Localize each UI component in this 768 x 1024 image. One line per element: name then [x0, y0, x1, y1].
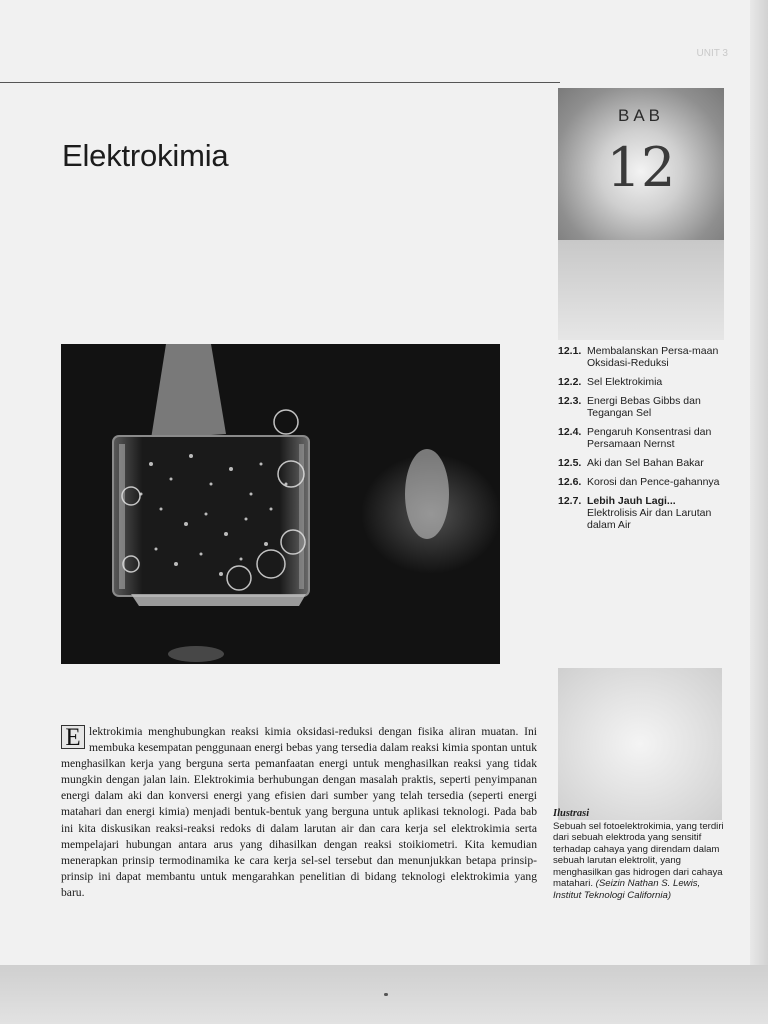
toc-item[interactable]	[558, 495, 730, 531]
toc-text-bold: Lebih Jauh Lagi...	[587, 495, 676, 507]
toc-number: 12.6.	[558, 476, 582, 488]
toc-number: 12.2.	[558, 376, 582, 388]
chapter-badge-column	[558, 240, 724, 340]
toc-number: 12.3.	[558, 395, 582, 407]
page-header: UNIT 3	[696, 48, 728, 59]
caption-credit: (Seizin Nathan S. Lewis, Institut Teknologi California)	[553, 878, 701, 901]
intro-paragraph	[61, 724, 537, 901]
scan-speck	[384, 993, 388, 996]
toc-item[interactable]	[558, 476, 730, 488]
toc-item[interactable]	[558, 376, 730, 388]
caption-text: Sebuah sel fotoelektrokimia, yang terdiri dari sebuah elektroda yang sensitif terhadap cahaya yang direndam dalam sebuah larutan elektrolit, yang menghasilkan gas hidrogen dari cahaya matahari.	[553, 820, 724, 889]
chapter-badge	[558, 88, 724, 240]
illustration-thumbnail	[558, 668, 722, 820]
bab-label: BAB	[617, 106, 665, 125]
toc-text: Sel Elektrokimia	[587, 376, 663, 388]
toc-item[interactable]	[558, 345, 730, 369]
illustration-caption	[553, 808, 725, 901]
chapter-contents	[558, 345, 730, 538]
intro-text: lektrokimia menghubungkan reaksi kimia oksidasi-reduksi dengan fisika aliran muatan. Ini membuka kesempatan penggunaan energi bebas yang tersedia dalam reaksi kimia spontan untuk menghasilkan kerja yang berguna serta pemanfaatan energi untuk menghasilkan reaksi yang tidak mungkin dengan jalan lain. Elektrokimia berhubungan dengan masalah praktis, seperti penyimpanan energi dalam aki dan konversi energi yang efisien dari sumber yang telah tersedia (seperti energi matahari dan energi kimia) menjadi bentuk-bentuk yang berguna untuk aplikasi teknologi. Pada bab ini kita diskusikan reaksi-reaksi redoks di dalam larutan air dan cara kerja sel elektrokimia serta mempelajari hubungan antara arus yang dihasilkan dengan reaksi stoikiometri. Kita kemudian menerapkan prinsip termodinamika ke cara kerja sel-sel tersebut dan menunjukkan betapa prinsip-prinsip ini dapat membantu untuk mengarahkan penelitian di bidang teknologi elektrokimia yang baru.	[61, 725, 537, 899]
caption-title: Ilustrasi	[553, 808, 590, 819]
toc-text: Elektrolisis Air dan Larutan dalam Air	[587, 507, 712, 531]
chapter-photo	[61, 344, 500, 664]
toc-item[interactable]	[558, 457, 730, 469]
toc-number: 12.7.	[558, 495, 582, 507]
toc-text: Aki dan Sel Bahan Bakar	[587, 457, 704, 469]
toc-number: 12.1.	[558, 345, 582, 357]
toc-number: 12.5.	[558, 457, 582, 469]
toc-text: Korosi dan Pence-gahannya	[587, 476, 720, 488]
toc-text-group	[587, 495, 730, 531]
header-rule	[0, 82, 560, 83]
page-edge	[750, 0, 768, 965]
toc-text: Membalanskan Persa-maan Oksidasi-Reduksi	[587, 345, 719, 369]
toc-number: 12.4.	[558, 426, 582, 438]
bab-number: 12	[606, 136, 676, 199]
chapter-title: Elektrokimia	[62, 138, 229, 173]
toc-text: Energi Bebas Gibbs dan Tegangan Sel	[587, 395, 701, 419]
toc-item[interactable]	[558, 426, 730, 450]
toc-item[interactable]	[558, 395, 730, 419]
photoelectrochemical-cell-image	[61, 344, 500, 664]
drop-cap: E	[61, 725, 85, 749]
toc-text: Pengaruh Konsentrasi dan Persamaan Nernst	[587, 426, 712, 450]
